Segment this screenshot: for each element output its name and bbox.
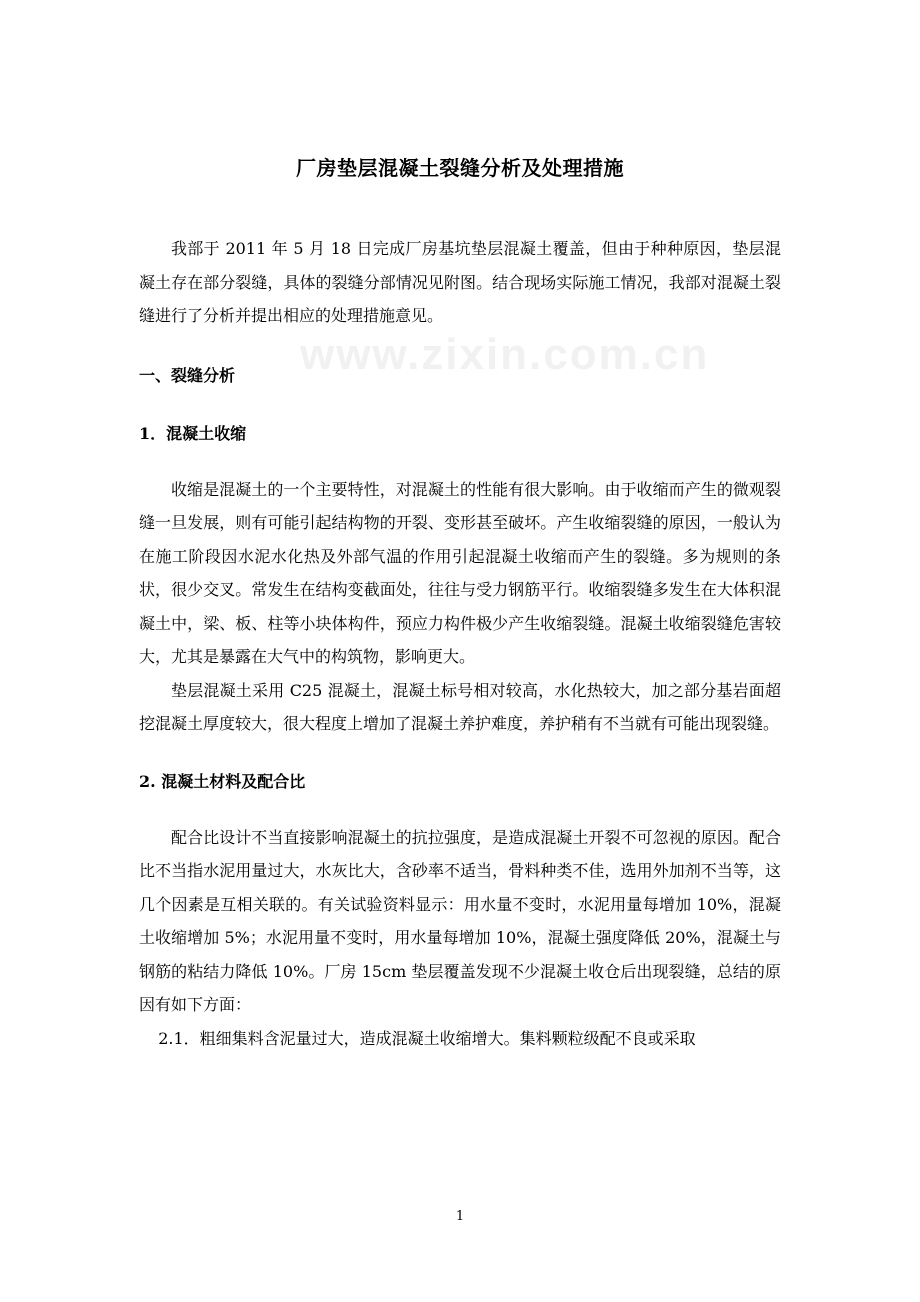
intro-paragraph: 我部于 2011 年 5 月 18 日完成厂房基坑垫层混凝土覆盖，但由于种种原因，垫层混凝土存在部分裂缝，具体的裂缝分部情况见附图。结合现场实际施工情况，我部对混凝土裂缝进行了分析并提出相应的处理措施意见。 bbox=[139, 239, 781, 325]
watermark-text: www.zixin.com.cn bbox=[300, 330, 710, 379]
section-heading-crack-analysis: 一、裂缝分析 bbox=[139, 365, 236, 385]
mix-ratio-paragraph: 配合比设计不当直接影响混凝土的抗拉强度，是造成混凝土开裂不可忽视的原因。配合比不当指水泥用量过大，水灰比大，含砂率不适当，骨料种类不佳，选用外加剂不当等，这几个因素是互相关联的。有关试验资料显示：用水量不变时，水泥用量每增加 10%，混凝土收缩增加 5%；水泥用量不变时，用水量每增加 10%，混凝土强度降低 20%，混凝土与钢筋的粘结力降低 10%。厂房 15cm 垫层覆盖发现不少混凝土收仓后出现裂缝，总结的原因有如下方面： bbox=[139, 827, 781, 1014]
document-title: 厂房垫层混凝土裂缝分析及处理措施 bbox=[296, 156, 624, 180]
shrinkage-paragraph-2: 垫层混凝土采用 C25 混凝土，混凝土标号相对较高，水化热较大，加之部分基岩面超挖混凝土厚度较大，很大程度上增加了混凝土养护难度，养护稍有不当就有可能出现裂缝。 bbox=[139, 680, 781, 733]
page-number: 1 bbox=[455, 1209, 465, 1224]
shrinkage-paragraph-1: 收缩是混凝土的一个主要特性，对混凝土的性能有很大影响。由于收缩而产生的微观裂缝一旦发展，则有可能引起结构物的开裂、变形甚至破坏。产生收缩裂缝的原因，一般认为在施工阶段因水泥水化热及外部气温的作用引起混凝土收缩而产生的裂缝。多为规则的条状，很少交叉。常发生在结构变截面处，往往与受力钢筋平行。收缩裂缝多发生在大体积混凝土中，梁、板、柱等小块体构件，预应力构件极少产生收缩裂缝。混凝土收缩裂缝危害较大，尤其是暴露在大气中的构筑物，影响更大。 bbox=[139, 479, 781, 666]
subheading-concrete-shrinkage: 1．混凝土收缩 bbox=[139, 423, 247, 443]
document-body bbox=[139, 150, 781, 1055]
subheading-materials-mix-ratio: 2. 混凝土材料及配合比 bbox=[139, 771, 306, 791]
list-item-2-1: 2.1．粗细集料含泥量过大，造成混凝土收缩增大。集料颗粒级配不良或采取 bbox=[158, 1028, 696, 1048]
